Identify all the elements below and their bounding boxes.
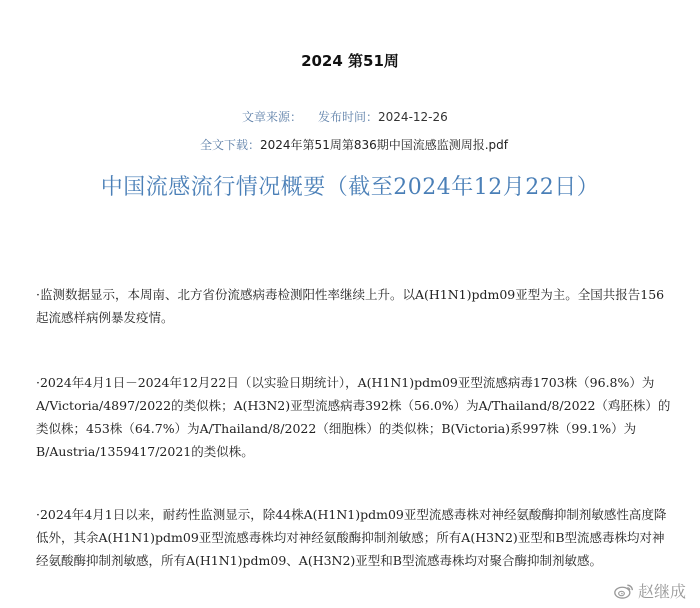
week-heading: 2024 第51周 — [301, 52, 399, 70]
watermark-text: 赵继成 — [637, 582, 686, 601]
summary-paragraph: ·监测数据显示，本周南、北方省份流感病毒检测阳性率继续上升。以A(H1N1)pdm09亚型为主。全国共报告156起流感样病例暴发疫情。 — [36, 287, 665, 325]
article-meta — [242, 108, 448, 125]
download-row — [200, 136, 508, 153]
page-title: 中国流感流行情况概要（截至2024年12月22日） — [100, 175, 600, 200]
download-label: 全文下载： — [200, 138, 261, 152]
date-value: 2024-12-26 — [378, 110, 448, 124]
download-link[interactable]: 2024年第51周第836期中国流感监测周报.pdf — [260, 138, 509, 152]
watermark — [614, 579, 686, 602]
weibo-icon — [614, 582, 634, 600]
summary-paragraph: ·2024年4月1日以来，耐药性监测显示，除44株A(H1N1)pdm09亚型流感毒株对神经氨酸酶抑制剂敏感性高度降低外，其余A(H1N1)pdm09亚型流感毒株均对神经氨酸酶抑制剂敏感；所有A(H3N2)亚型和B型流感毒株均对神经氨酸酶抑制剂敏感，所有A(H1N1)pdm09、A(H3N2)亚型和B型流感毒株均对聚合酶抑制剂敏感。 — [36, 507, 667, 568]
source-label: 文章来源： — [242, 110, 303, 124]
summary-paragraph: ·2024年4月1日－2024年12月22日（以实验日期统计），A(H1N1)pdm09亚型流感病毒1703株（96.8%）为A/Victoria/4897/2022的类似株；A(H3N2)亚型流感病毒392株（56.0%）为A/Thailand/8/2022（鸡胚株）的类似株；453株（64.7%）为A/Thailand/8/2022（细胞株）的类似株；B(Victoria)系997株（99.1%）为B/Austria/1359417/2021的类似株。 — [36, 375, 671, 459]
date-label: 发布时间： — [318, 110, 379, 124]
